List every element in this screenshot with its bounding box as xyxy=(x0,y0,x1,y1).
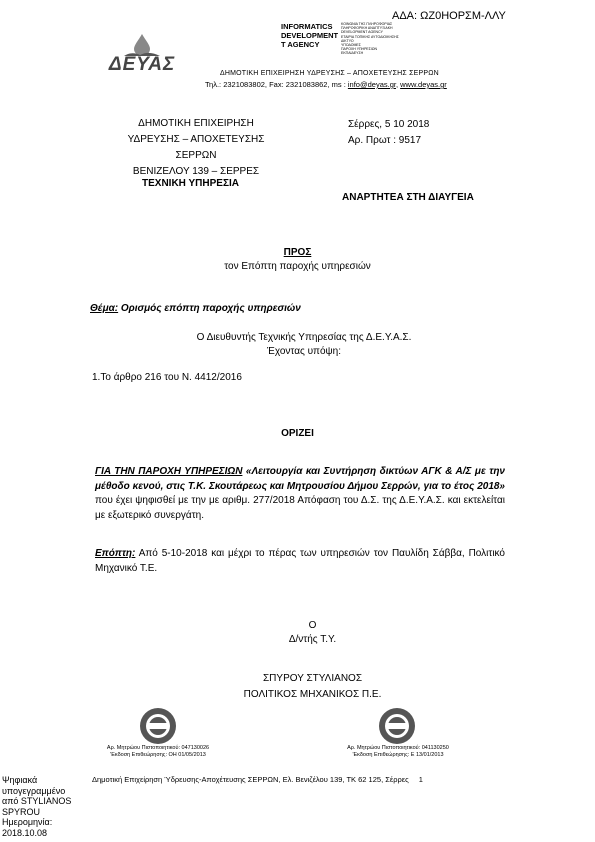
subject-text: Ορισμός επόπτη παροχής υπηρεσιών xyxy=(118,303,301,314)
date-protocol-block xyxy=(348,117,429,149)
footer-address: Δημοτική Επιχείρηση Ύδρευσης-Αποχέτευσης ΣΕΡΡΩΝ, Ελ. Βενιζέλου 139, ΤΚ 62 125, Σέρρες xyxy=(92,775,409,784)
supervisor-paragraph: Επόπτη: Από 5-10-2018 και μέχρι το πέρας των υπηρεσιών τον Παυλίδη Σάββα, Πολιτικό Μηχανικό Τ.Ε. xyxy=(95,548,505,574)
page-number: 1 xyxy=(418,775,423,784)
water-drop-icon xyxy=(90,34,194,56)
recipient-title: ΠΡΟΣ xyxy=(283,247,312,258)
signer-name: ΣΠΥΡΟΥ ΣΤΥΛΙΑΝΟΣ xyxy=(263,673,362,684)
certificate-caption: Αρ. Μητρώου Πιστοποιητικού: 041130250 'Εκδοση Επιθεώρησης: Ε 13/01/2013 xyxy=(347,745,449,758)
service-paragraph: ΓΙΑ ΤΗΝ ΠΑΡΟΧΗ ΥΠΗΡΕΣΙΩΝ «Λειτουργία και Συντήρηση δικτύων ΑΓΚ & Α/Σ με την μέθοδο κενού, στις Τ.Κ. Σκουτάρεως και Μητρουσίου Δήμου Σερρών, για το έτος 2018» που έχει ψηφισθεί με την με αριθμ. 277/2018 Απόφαση του Δ.Σ. της Δ.Ε.Υ.Α.Σ. και εκτελείται με εξωτερικό συνεργάτη. xyxy=(95,466,505,521)
deyas-logo xyxy=(90,34,194,80)
certification-seal-icon xyxy=(377,706,417,746)
idt-title: INFORMATICS DEVELOPMENT T AGENCY xyxy=(281,22,339,49)
ada-code: ΑΔΑ: ΩΖ0ΗΟΡΣΜ-ΛΛΥ xyxy=(392,10,506,22)
law-reference: 1.Το άρθρο 216 του Ν. 4412/2016 xyxy=(92,372,242,383)
signature-name-block xyxy=(0,671,595,703)
signer-title: ΠΟΛΙΤΙΚΟΣ ΜΗΧΑΝΙΚΟΣ Π.Ε. xyxy=(243,689,382,700)
certificate-caption: Αρ. Μητρώου Πιστοποιητικού: 047130026 'Εκδοση Επιθεώρησης: ΟΗ 01/05/2013 xyxy=(106,745,210,758)
digital-signature-stamp: Ψηφιακά υπογεγραμμένο από STYLIANOS SPYROU Ημερομηνία: 2018.10.08 xyxy=(2,775,72,838)
protocol-line: Αρ. Πρωτ : 9517 xyxy=(348,135,422,146)
date-line: Σέρρες, 5 10 2018 xyxy=(348,119,430,130)
subject-line xyxy=(90,303,301,314)
logo-text: ΔΕΥΑΣ xyxy=(108,54,176,75)
department-title: ΤΕΧΝΙΚΗ ΥΠΗΡΕΣΙΑ xyxy=(142,178,239,189)
idt-subtitle: ΚΟΙΝΩΝΙΑ ΤΗΣ ΠΛΗΡΟΦΟΡΙΑΣ ΠΛΗΡΟΦΟΡΙΚΗ ΑΝΑΠΤΥΞΙΑΚΗ DEVELOPMENT AGENCY ΕΤΑΙΡΙΑ ΤΟΠΙΚΗΣ ΑΥΤΟΔΙΟΙΚΗΣΗΣ ΔΙΚΤΥΟ ΥΠΟΔΟΜΕΣ ΠΑΡΟΧΗ ΥΠΗΡΕΣΙΩΝ ΕΚΠΑΙΔΕΥΣΗ xyxy=(341,22,399,56)
sender-block: ΔΗΜΟΤΙΚΗ ΕΠΙΧΕΙΡΗΣΗ ΥΔΡΕΥΣΗΣ – ΑΠΟΧΕΤΕΥΣΗΣ ΣΕΡΡΩΝ ΒΕΝΙΖΕΛΟΥ 139 – ΣΕΡΡΕΣ xyxy=(127,118,265,177)
contact-line: Τηλ.: 2321083802, Fax: 2321083862, ms : info@deyas.gr, www.deyas.gr xyxy=(205,80,447,89)
footer xyxy=(92,775,423,784)
director-block: Ο Διευθυντής Τεχνικής Υπηρεσίας της Δ.Ε.Υ.Α.Σ. Έχοντας υπόψη: xyxy=(196,332,412,357)
organization-line: ΔΗΜΟΤΙΚΗ ΕΠΙΧΕΙΡΗΣΗ ΥΔΡΕΥΣΗΣ – ΑΠΟΧΕΤΕΥΣΗΣ ΣΕΡΡΩΝ xyxy=(220,70,439,77)
subject-label: Θέμα: xyxy=(90,303,119,314)
website-link[interactable]: www.deyas.gr xyxy=(400,80,447,89)
posting-note: ΑΝΑΡΤΗΤΕΑ ΣΤΗ ΔΙΑΥΓΕΙΑ xyxy=(342,192,474,203)
decision-word: ΟΡΙΖΕΙ xyxy=(281,428,314,439)
email-link[interactable]: info@deyas.gr xyxy=(347,80,396,89)
recipient-text: τον Επόπτη παροχής υπηρεσιών xyxy=(224,261,371,272)
certification-seal-icon xyxy=(138,706,178,746)
signature-role: Ο Δ/ντής Τ.Υ. xyxy=(288,620,337,645)
